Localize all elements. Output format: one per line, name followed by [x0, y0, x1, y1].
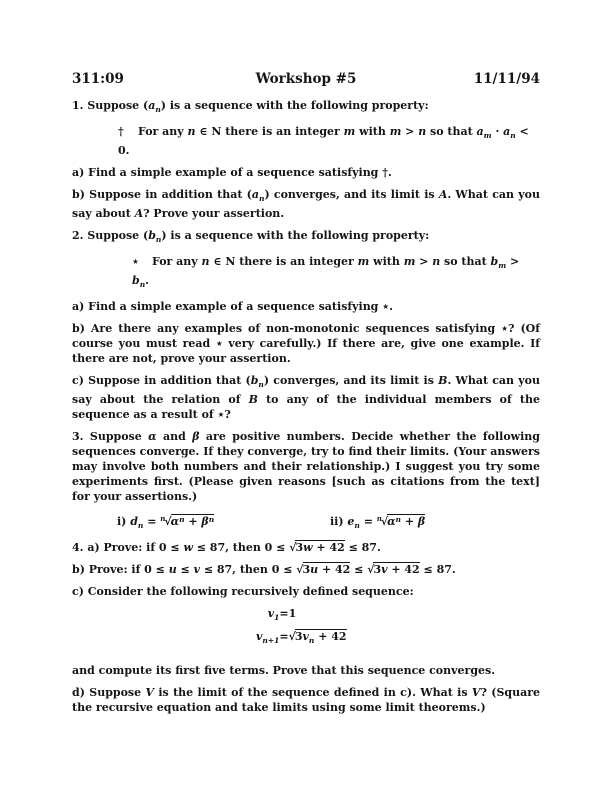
text-run: n [155, 235, 162, 244]
text-run: n [208, 515, 215, 524]
text-run: β [192, 430, 200, 443]
text-run: = [143, 515, 161, 528]
text-run: n [139, 280, 146, 289]
text-run: α [170, 515, 180, 528]
text-run: n [137, 521, 144, 530]
text-run: 3 [295, 541, 304, 554]
equation-v1 [72, 606, 540, 625]
text-run: < 0. [118, 125, 529, 157]
text-run: n [418, 125, 427, 138]
problem-2-condition [72, 254, 540, 292]
text-run: ≤ 87. [344, 541, 381, 554]
problem-4c-continued [72, 663, 540, 678]
text-run: d [130, 515, 138, 528]
text-run: m [389, 125, 402, 138]
text-run: 1 [288, 607, 297, 620]
text-run: b) Are there any examples of non-monotonic sequences satisfying ⋆? (Of course you must read ⋆ very carefully.) If there are, give one example. If there are not, prove your assertion. [72, 322, 540, 365]
problem-1b [72, 187, 540, 221]
text-run [387, 514, 425, 528]
text-run: n [510, 131, 516, 140]
text-run: A [134, 207, 144, 220]
text-run: β [417, 515, 426, 528]
text-run [295, 540, 344, 554]
text-run: m [357, 255, 370, 268]
text-run: e [347, 515, 355, 528]
text-run: n [376, 514, 382, 523]
text-run: are positive numbers. Decide whether the following sequences converge. If they converge, try to find their limits. (Your answers may involve both numbers and their relationship.) I suggest you try some experiments first. (Please given reasons [such as citations from the text] for your assertions.) [72, 430, 540, 503]
text-run: . [145, 274, 149, 287]
text-run: v [381, 563, 388, 576]
text-run: c) Suppose in addition that ( [72, 374, 251, 387]
text-run [227, 606, 279, 625]
page-title: Workshop #5 [255, 71, 357, 87]
text-run: > [506, 255, 520, 268]
text-run: n [155, 105, 161, 114]
text-run: ≤ [176, 563, 194, 576]
text-run: n+1 [262, 636, 280, 645]
text-run: ) converges, and its limit is [264, 188, 439, 201]
text-run: n [258, 194, 265, 203]
text-run: . What can you say about the relation of [72, 374, 540, 406]
text-run: so that [426, 125, 477, 138]
text-run: ≤ [350, 563, 368, 576]
text-run: c) Consider the following recursively defined sequence: [72, 585, 414, 598]
text-run: m [343, 125, 356, 138]
text-run: a [148, 99, 156, 112]
text-run [295, 629, 347, 643]
problem-1a [72, 165, 540, 180]
text-run: a) Find a simple example of a sequence satisfying †. [72, 166, 392, 179]
document-header [72, 71, 540, 88]
text-run: d) Suppose [72, 686, 146, 699]
text-run: ) is a sequence with the following property: [161, 229, 430, 242]
text-run: v [193, 563, 200, 576]
text-run: + 42 [314, 630, 347, 643]
text-run: √ [164, 515, 172, 528]
text-run: + 42 [312, 541, 345, 554]
text-run: and compute its first five terms. Prove that this sequence converges. [72, 664, 496, 677]
text-run: n [395, 515, 401, 524]
text-run: a) Find a simple example of a sequence satisfying ⋆. [72, 300, 393, 313]
text-run: 1. Suppose ( [72, 99, 149, 112]
text-run: v [256, 630, 263, 643]
text-run: ≤ 87, then 0 ≤ [199, 563, 297, 576]
text-run: 4. a) Prove: if 0 ≤ [72, 541, 184, 554]
text-run: V [145, 686, 155, 699]
text-run: For any [152, 255, 202, 268]
text-run: > [415, 255, 433, 268]
text-run: n [179, 515, 185, 524]
text-run: 2. Suppose ( [72, 229, 149, 242]
text-run: i) [117, 515, 131, 528]
text-run: with [369, 255, 404, 268]
text-run: + 42 [387, 563, 420, 576]
document-date: 11/11/94 [473, 71, 540, 87]
problem-4b [72, 562, 540, 577]
text-run [171, 514, 215, 528]
text-run: n [354, 521, 360, 530]
text-run: √ [288, 630, 296, 643]
text-run: b [490, 255, 499, 268]
text-run: B [248, 393, 258, 406]
problem-2-intro [72, 228, 540, 247]
text-run: n [432, 255, 441, 268]
text-run: ≤ 87. [419, 563, 456, 576]
text-run [373, 562, 419, 576]
text-run: + [184, 515, 202, 528]
text-run: n [160, 514, 166, 523]
text-run: ii) [330, 515, 348, 528]
text-run [289, 606, 385, 625]
text-run: ? (Square the recursive equation and take limits using some limit theorems.) [72, 686, 540, 714]
problem-4c [72, 584, 540, 599]
text-run: √ [296, 563, 304, 576]
text-run: + [401, 515, 418, 528]
text-run: v [302, 630, 309, 643]
text-run: with [355, 125, 390, 138]
text-run: and [156, 430, 193, 443]
text-run: a [503, 125, 511, 138]
text-run: √ [289, 541, 297, 554]
text-run: w [183, 541, 193, 554]
text-run: ? Prove your assertion. [143, 207, 285, 220]
text-run: u [168, 563, 177, 576]
problem-1-condition [72, 124, 540, 158]
text-run: a [476, 125, 484, 138]
text-run: m [483, 131, 492, 140]
text-run: 3 [373, 563, 382, 576]
problem-1-intro [72, 98, 540, 117]
text-run: = [279, 607, 289, 620]
text-run: α [387, 515, 396, 528]
problem-3-intro [72, 429, 540, 504]
text-run [289, 629, 385, 648]
text-run: = [359, 515, 377, 528]
text-run: ≤ 87, then 0 ≤ [192, 541, 290, 554]
text-run [227, 629, 279, 648]
text-run: + 42 [318, 563, 351, 576]
text-run: ) converges, and its limit is [263, 374, 439, 387]
problem-4a [72, 540, 540, 555]
text-run: b) Prove: if 0 ≤ [72, 563, 169, 576]
text-run: = [279, 630, 289, 643]
text-run: v [267, 607, 275, 620]
text-run: m [403, 255, 416, 268]
text-run: a [251, 188, 259, 201]
text-run: n [258, 380, 264, 389]
course-number: 311:09 [72, 71, 124, 87]
text-run: 1 [274, 613, 280, 622]
document-body [72, 98, 540, 715]
text-run: to any of the individual members of the sequence as a result of ⋆? [72, 393, 540, 421]
text-run [303, 562, 351, 576]
problem-3-formulas [72, 511, 540, 533]
text-run: V [471, 686, 481, 699]
text-run: √ [380, 515, 389, 528]
text-run: 3. Suppose [72, 430, 149, 443]
text-run: b [132, 274, 140, 287]
text-run: n [187, 125, 196, 138]
text-run: · [491, 125, 504, 138]
problem-2b [72, 321, 540, 366]
text-run: ∈ N there is an integer [195, 125, 344, 138]
text-run: b [250, 374, 259, 387]
problem-4d [72, 685, 540, 715]
text-run: ) is a sequence with the following property: [160, 99, 429, 112]
text-run: 3 [302, 563, 311, 576]
text-run: 3 [294, 630, 303, 643]
text-run: is the limit of the sequence defined in c). What is [154, 686, 472, 699]
text-run: β [201, 515, 209, 528]
problem-2a [72, 299, 540, 314]
text-run: . What can you say about [72, 188, 540, 220]
text-run: A [438, 188, 448, 201]
text-run: √ [367, 563, 375, 576]
text-run: ⋆ [132, 255, 139, 268]
text-run: u [310, 563, 319, 576]
text-run: n [308, 636, 315, 645]
text-run: w [303, 541, 313, 554]
text-run: † [118, 125, 124, 138]
text-run: For any [138, 125, 188, 138]
text-run [330, 515, 425, 528]
text-run: b [148, 229, 156, 242]
text-run: ∈ N there is an integer [209, 255, 358, 268]
text-run: b) Suppose in addition that ( [72, 188, 252, 201]
problem-2c [72, 373, 540, 422]
text-run: α [148, 430, 157, 443]
text-run: B [438, 374, 448, 387]
text-run: > [401, 125, 419, 138]
equation-recursive [72, 629, 540, 648]
text-run: n [201, 255, 210, 268]
text-run: so that [440, 255, 491, 268]
text-run [117, 511, 330, 533]
text-run: m [498, 261, 507, 270]
